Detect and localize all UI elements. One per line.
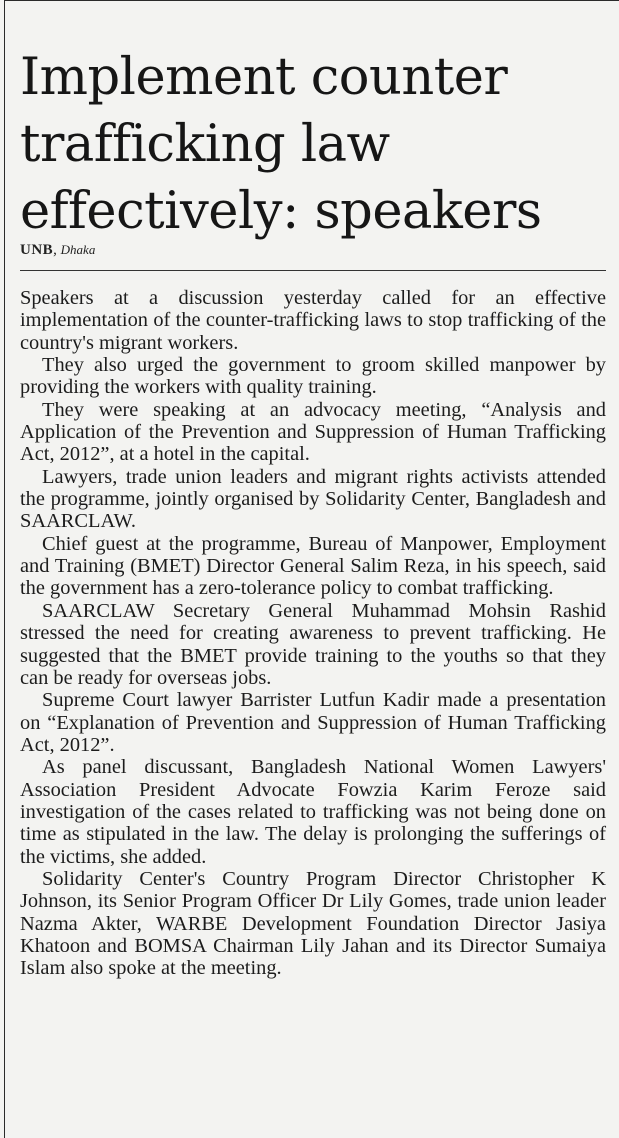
paragraph-9: Solidarity Center's Country Program Director Christopher K Johnson, its Senior Program Officer Dr Lily Gomes, trade union leader Nazma Akter, WARBE Development Foundation Director Jasiya Khatoon and BOMSA Chairman Lily Jahan and its Director Sumaiya Islam also spoke at the meeting. xyxy=(20,867,606,980)
byline-rule xyxy=(20,270,606,271)
byline-agency: UNB xyxy=(20,242,54,258)
paragraph-4: Lawyers, trade union leaders and migrant rights activists attended the programme, jointly organised by Solidarity Center, Bangladesh and SAARCLAW. xyxy=(20,465,606,533)
paragraph-6: SAARCLAW Secretary General Muhammad Mohsin Rashid stressed the need for creating awareness to prevent trafficking. He suggested that the BMET provide training to the youths so that they can be ready for overseas jobs. xyxy=(20,599,606,689)
paragraph-7: Supreme Court lawyer Barrister Lutfun Kadir made a presentation on “Explanation of Prevention and Suppression of Human Trafficking Act, 2012”. xyxy=(20,689,606,756)
byline-separator: , xyxy=(53,242,57,258)
byline xyxy=(20,242,95,259)
paragraph-1: Speakers at a discussion yesterday called for an effective implementation of the counter-trafficking laws to stop trafficking of the country's migrant workers. xyxy=(20,287,606,354)
paragraph-5: Chief guest at the programme, Bureau of Manpower, Employment and Training (BMET) Director General Salim Reza, in his speech, said the government has a zero-tolerance policy to combat trafficking. xyxy=(20,532,606,600)
article-body xyxy=(20,287,606,980)
paragraph-8: As panel discussant, Bangladesh National Women Lawyers' Association President Advocate Fowzia Karim Feroze said investigation of the cases related to trafficking was not being done on time as stipulated in the law. The delay is prolonging the sufferings of the victims, she added. xyxy=(20,756,606,868)
byline-place: Dhaka xyxy=(60,242,96,257)
headline: Implement counter trafficking law effectively: speakers xyxy=(20,48,542,241)
paragraph-2: They also urged the government to groom skilled manpower by providing the workers with quality training. xyxy=(20,354,606,399)
paragraph-3: They were speaking at an advocacy meeting, “Analysis and Application of the Prevention and Suppression of Human Trafficking Act, 2012”, at a hotel in the capital. xyxy=(20,398,606,466)
